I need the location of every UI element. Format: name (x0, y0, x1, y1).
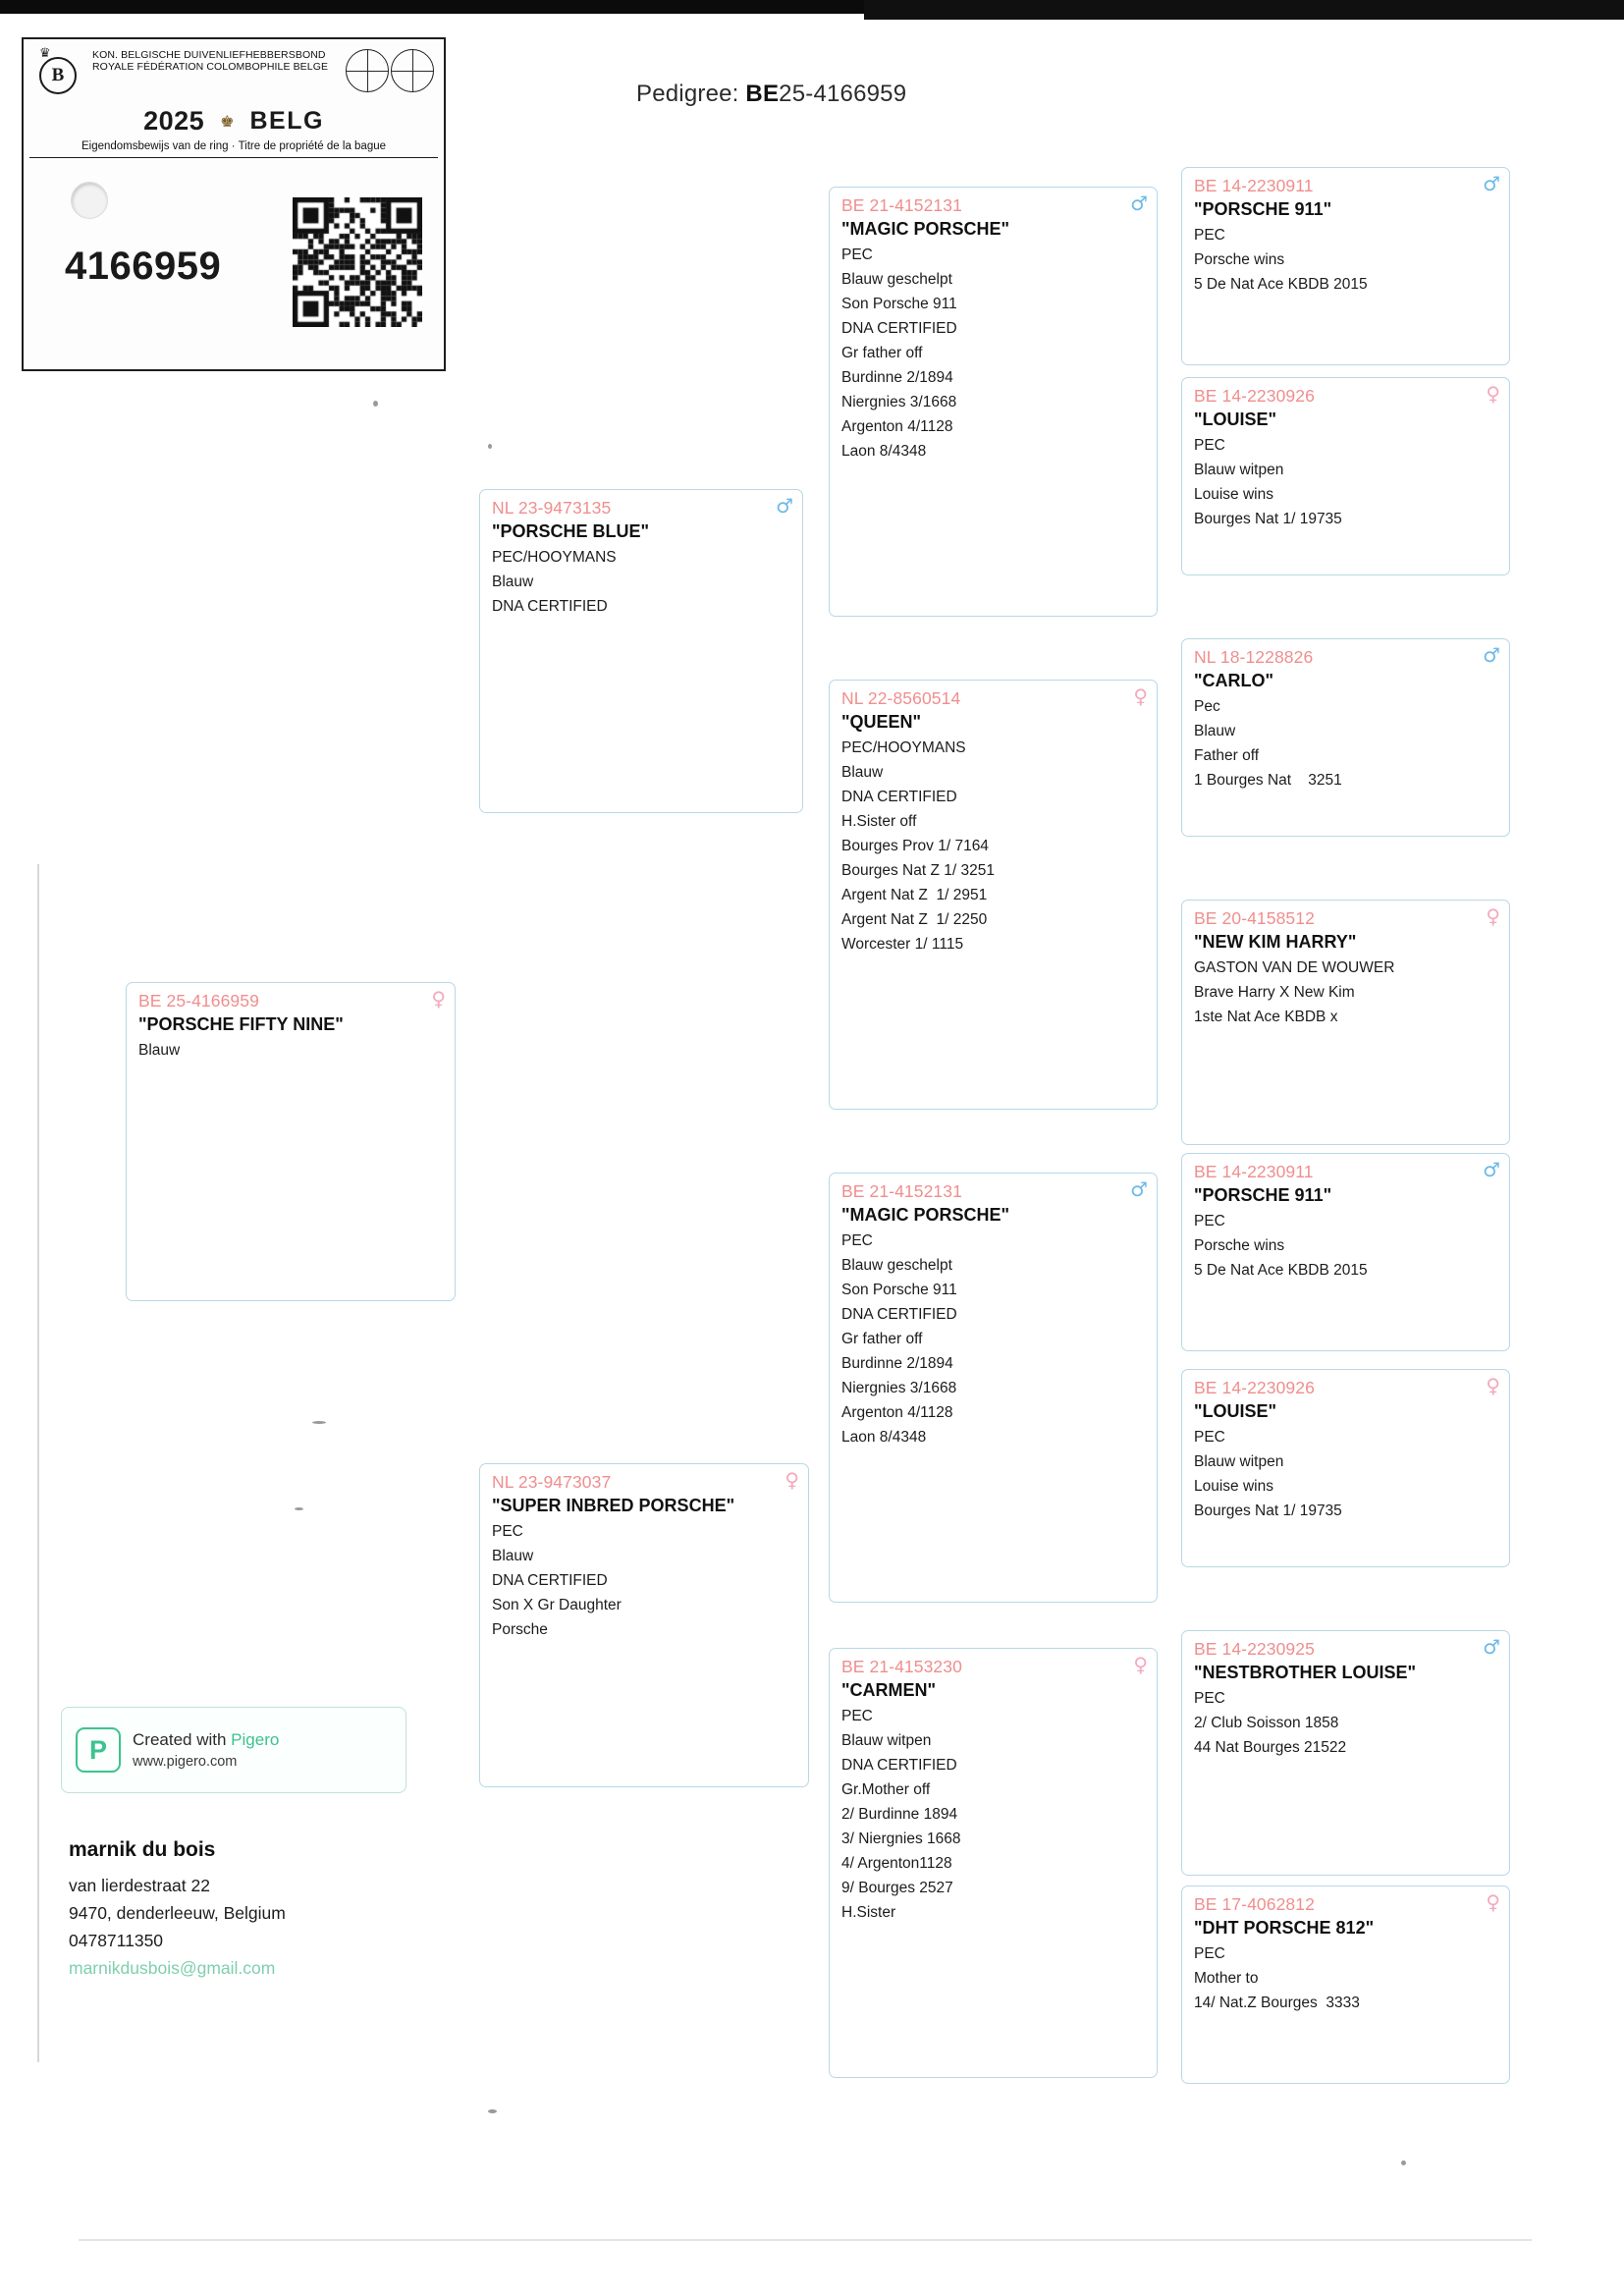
federation-logo-icon (31, 45, 88, 96)
pigeon-detail-line: DNA CERTIFIED (841, 320, 957, 337)
crown-icon: ♛ (39, 45, 50, 60)
pigero-brand: Pigero (231, 1730, 280, 1749)
pigeon-detail-line: Burdinne 2/1894 (841, 1355, 953, 1372)
female-symbol-icon: ♀ (785, 1468, 799, 1492)
pigeon-detail-line: PEC (1194, 1690, 1225, 1707)
certificate-year-row (24, 106, 444, 137)
pigeon-detail-line: 3/ Niergnies 1668 (841, 1831, 961, 1847)
pigeon-detail-line: Argent Nat Z 1/ 2250 (841, 911, 988, 928)
pedigree-card-dam[interactable] (479, 1463, 809, 1787)
pigeon-detail-line: 5 De Nat Ace KBDB 2015 (1194, 1262, 1368, 1279)
pigero-logo-icon: P (76, 1727, 121, 1773)
scan-speck (312, 1421, 326, 1424)
pigeon-detail-line: PEC (1194, 1213, 1225, 1229)
pedigree-card-g4-3[interactable] (1181, 638, 1510, 837)
pigeon-name: "PORSCHE BLUE" (492, 521, 650, 541)
pigeon-detail-line: Blauw (492, 574, 534, 590)
pigeon-detail-line: DNA CERTIFIED (841, 1306, 957, 1323)
pigeon-detail-line: PEC (1194, 1945, 1225, 1962)
pigeon-ring-id: BE 14-2230926 (1194, 386, 1315, 406)
pigeon-detail-line: Gr father off (841, 1331, 923, 1347)
pigeon-name: "NESTBROTHER LOUISE" (1194, 1663, 1417, 1682)
pigeon-detail-line: Blauw (841, 764, 884, 781)
pigeon-detail-line: PEC (1194, 227, 1225, 244)
pigeon-detail-line: 1 Bourges Nat 3251 (1194, 772, 1342, 789)
pigeon-detail-line: DNA CERTIFIED (492, 598, 608, 615)
pigeon-ring-id: BE 20-4158512 (1194, 908, 1315, 928)
pigeon-detail-line: GASTON VAN DE WOUWER (1194, 959, 1395, 976)
pigeon-ring-id: BE 21-4152131 (841, 1181, 962, 1201)
scan-speck (1401, 2160, 1406, 2165)
female-symbol-icon: ♀ (431, 987, 446, 1011)
pigeon-detail-line: Blauw (138, 1042, 181, 1059)
pigeon-detail-line: 1ste Nat Ace KBDB x (1194, 1009, 1338, 1025)
pigeon-detail-line: PEC/HOOYMANS (841, 739, 966, 756)
scan-speck (488, 2109, 497, 2113)
pigeon-detail-line: PEC (841, 1232, 873, 1249)
pigeon-detail-line: Blauw witpen (1194, 1453, 1284, 1470)
pigero-website[interactable]: www.pigero.com (133, 1754, 238, 1770)
pigeon-detail-line: Blauw witpen (1194, 462, 1284, 478)
male-symbol-icon: ♂ (1483, 1635, 1500, 1659)
male-symbol-icon: ♂ (776, 494, 793, 518)
pigeon-name: "LOUISE" (1194, 1401, 1277, 1421)
scan-speck (373, 401, 378, 407)
certificate-country: BELG (249, 107, 324, 135)
scan-speck (488, 444, 492, 449)
pedigree-card-g3-4[interactable] (829, 1648, 1158, 2078)
female-symbol-icon: ♀ (1486, 1374, 1500, 1397)
pigeon-detail-line: PEC (1194, 437, 1225, 454)
owner-city: 9470, denderleeuw, Belgium (69, 1903, 286, 1923)
pigeon-ring-id: NL 23-9473037 (492, 1472, 612, 1492)
pedigree-card-g4-7[interactable] (1181, 1630, 1510, 1876)
pigeon-detail-line: Bourges Nat 1/ 19735 (1194, 1503, 1342, 1519)
pigeon-ring-id: BE 25-4166959 (138, 991, 259, 1011)
pigero-badge[interactable] (61, 1707, 406, 1793)
pigeon-detail-line: PEC (1194, 1429, 1225, 1446)
pigeon-name: "NEW KIM HARRY" (1194, 932, 1357, 952)
pigeon-detail-line: PEC/HOOYMANS (492, 549, 617, 566)
pigeon-name: "CARMEN" (841, 1680, 937, 1700)
pigero-text (133, 1730, 279, 1770)
male-symbol-icon: ♂ (1483, 1158, 1500, 1181)
male-symbol-icon: ♂ (1483, 172, 1500, 195)
pigeon-detail-line: DNA CERTIFIED (492, 1572, 608, 1589)
pigeon-name: "LOUISE" (1194, 410, 1277, 429)
pedigree-card-subject[interactable] (126, 982, 456, 1301)
female-symbol-icon: ♀ (1486, 1890, 1500, 1914)
pigeon-detail-line: Laon 8/4348 (841, 443, 927, 460)
pigeon-name: "PORSCHE FIFTY NINE" (138, 1014, 344, 1034)
pigeon-detail-line: Louise wins (1194, 1478, 1273, 1495)
pigeon-detail-line: Burdinne 2/1894 (841, 369, 953, 386)
pedigree-card-g4-4[interactable] (1181, 900, 1510, 1145)
pigeon-detail-line: Father off (1194, 747, 1260, 764)
certificate-year: 2025 (143, 106, 205, 136)
page-title-number: 25-4166959 (779, 81, 907, 107)
pedigree-card-g3-2[interactable] (829, 680, 1158, 1110)
male-symbol-icon: ♂ (1483, 643, 1500, 667)
pigeon-detail-line: 5 De Nat Ace KBDB 2015 (1194, 276, 1368, 293)
female-symbol-icon: ♀ (1133, 1653, 1148, 1676)
pigeon-detail-line: 14/ Nat.Z Bourges 3333 (1194, 1994, 1360, 2011)
female-symbol-icon: ♀ (1486, 382, 1500, 406)
pigeon-ring-id: BE 14-2230911 (1194, 1162, 1314, 1181)
qr-code (293, 197, 422, 327)
pigeon-ring-id: BE 14-2230925 (1194, 1639, 1315, 1659)
page-title (636, 81, 906, 108)
pigeon-ring-id: NL 23-9473135 (492, 498, 612, 518)
pigeon-detail-line: H.Sister off (841, 813, 917, 830)
pigeon-detail-line: Niergnies 3/1668 (841, 394, 957, 410)
pigeon-detail-line: Son Porsche 911 (841, 1282, 957, 1298)
globe-icon-left (346, 49, 389, 92)
pigeon-detail-line: H.Sister (841, 1904, 896, 1921)
scan-edge-right (864, 0, 1624, 20)
male-symbol-icon: ♂ (1130, 191, 1148, 215)
scan-artifact-line (37, 864, 39, 2062)
pigeon-detail-line: Blauw geschelpt (841, 271, 952, 288)
pigeon-ring-id: BE 14-2230911 (1194, 176, 1314, 195)
owner-details (69, 1838, 579, 1982)
pigeon-detail-line: DNA CERTIFIED (841, 1757, 957, 1774)
pigeon-detail-line: PEC (841, 1708, 873, 1724)
page-title-ring: BE (745, 81, 780, 107)
owner-street: van lierdestraat 22 (69, 1876, 210, 1895)
pigeon-detail-line: Argenton 4/1128 (841, 1404, 953, 1421)
pigeon-detail-line: Brave Harry X New Kim (1194, 984, 1355, 1001)
pigeon-detail-line: Porsche wins (1194, 1237, 1285, 1254)
pedigree-card-g4-8[interactable] (1181, 1885, 1510, 2084)
pigeon-detail-line: Blauw (1194, 723, 1236, 739)
pigeon-detail-line: Porsche (492, 1621, 548, 1638)
pigeon-ring-id: BE 17-4062812 (1194, 1894, 1315, 1914)
owner-name: marnik du bois (69, 1838, 216, 1861)
certificate-ownership-text: Eigendomsbewijs van de ring · Titre de propriété de la bague (29, 140, 438, 158)
pigeon-detail-line: DNA CERTIFIED (841, 789, 957, 805)
pigeon-detail-line: Argenton 4/1128 (841, 418, 953, 435)
pigeon-detail-line: Bourges Prov 1/ 7164 (841, 838, 989, 854)
pigeon-detail-line: Laon 8/4348 (841, 1429, 927, 1446)
pigeon-name: "PORSCHE 911" (1194, 1185, 1332, 1205)
pigeon-ring-id: BE 21-4152131 (841, 195, 962, 215)
pigeon-name: "CARLO" (1194, 671, 1274, 690)
pigero-created-with (133, 1730, 279, 1750)
pigeon-name: "QUEEN" (841, 712, 922, 732)
globe-icons (346, 45, 436, 100)
female-symbol-icon: ♀ (1133, 684, 1148, 708)
pedigree-card-g3-1[interactable] (829, 187, 1158, 617)
pigeon-detail-line: 44 Nat Bourges 21522 (1194, 1739, 1347, 1756)
certificate-body (24, 158, 444, 345)
pigeon-detail-line: Worcester 1/ 1115 (841, 936, 964, 953)
pigeon-detail-line: Mother to (1194, 1970, 1259, 1987)
pigeon-detail-line: 4/ Argenton1128 (841, 1855, 952, 1872)
pigeon-detail-line: PEC (841, 246, 873, 263)
page-title-prefix: Pedigree: (636, 81, 746, 107)
pigeon-detail-line: Niergnies 3/1668 (841, 1380, 957, 1396)
pigeon-detail-line: Bourges Nat Z 1/ 3251 (841, 862, 995, 879)
male-symbol-icon: ♂ (1130, 1177, 1148, 1201)
pigeon-ring-id: BE 14-2230926 (1194, 1378, 1315, 1397)
pedigree-card-g4-2[interactable] (1181, 377, 1510, 575)
pigeon-detail-line: 2/ Burdinne 1894 (841, 1806, 958, 1823)
pedigree-card-g4-1[interactable] (1181, 167, 1510, 365)
federation-name-fr: ROYALE FÉDÉRATION COLOMBOPHILE BELGE (92, 61, 329, 73)
pigeon-detail-line: Son X Gr Daughter (492, 1597, 622, 1613)
female-symbol-icon: ♀ (1486, 904, 1500, 928)
pigeon-detail-line: Pec (1194, 698, 1220, 715)
pigeon-detail-line: Gr.Mother off (841, 1781, 931, 1798)
ring-ownership-certificate (22, 37, 446, 371)
pigeon-detail-line: Blauw geschelpt (841, 1257, 952, 1274)
pedigree-card-g4-5[interactable] (1181, 1153, 1510, 1351)
certificate-header (24, 39, 444, 104)
pigeon-detail-line: Porsche wins (1194, 251, 1285, 268)
federation-name-nl: KON. BELGISCHE DUIVENLIEFHEBBERSBOND (92, 49, 326, 61)
ring-number: 4166959 (65, 245, 222, 288)
pigeon-ring-id: NL 22-8560514 (841, 688, 961, 708)
pigeon-name: "MAGIC PORSCHE" (841, 1205, 1010, 1225)
pigeon-ring-id: BE 21-4153230 (841, 1657, 962, 1676)
pigeon-detail-line: Gr father off (841, 345, 923, 361)
pedigree-card-g4-6[interactable] (1181, 1369, 1510, 1567)
pigeon-name: "PORSCHE 911" (1194, 199, 1332, 219)
owner-email[interactable]: marnikdusbois@gmail.com (69, 1958, 276, 1978)
pigeon-detail-line: PEC (492, 1523, 523, 1540)
pigeon-detail-line: Blauw witpen (841, 1732, 932, 1749)
owner-phone: 0478711350 (69, 1931, 164, 1950)
globe-icon-right (391, 49, 434, 92)
pigeon-detail-line: Bourges Nat 1/ 19735 (1194, 511, 1342, 527)
pigero-created-with-label: Created with (133, 1730, 232, 1749)
pigeon-detail-line: Argent Nat Z 1/ 2951 (841, 887, 988, 903)
pedigree-card-g3-3[interactable] (829, 1173, 1158, 1603)
pigeon-detail-line: 2/ Club Soisson 1858 (1194, 1715, 1339, 1731)
pigeon-ring-id: NL 18-1228826 (1194, 647, 1314, 667)
pigeon-detail-line: Son Porsche 911 (841, 296, 957, 312)
scan-artifact-line-bottom (79, 2239, 1532, 2241)
pigeon-name: "MAGIC PORSCHE" (841, 219, 1010, 239)
pedigree-card-sire[interactable] (479, 489, 803, 813)
federation-logo-letter: B (39, 57, 77, 94)
pigeon-name: "DHT PORSCHE 812" (1194, 1918, 1375, 1938)
pigeon-name: "SUPER INBRED PORSCHE" (492, 1496, 735, 1515)
pigeon-detail-line: Blauw (492, 1548, 534, 1564)
federation-name (88, 45, 346, 73)
pigeon-detail-line: 9/ Bourges 2527 (841, 1880, 953, 1896)
crown-ornament-icon: ♚ (220, 113, 235, 131)
scan-speck (295, 1507, 303, 1510)
ring-hole-graphic (71, 182, 108, 219)
pigeon-detail-line: Louise wins (1194, 486, 1273, 503)
